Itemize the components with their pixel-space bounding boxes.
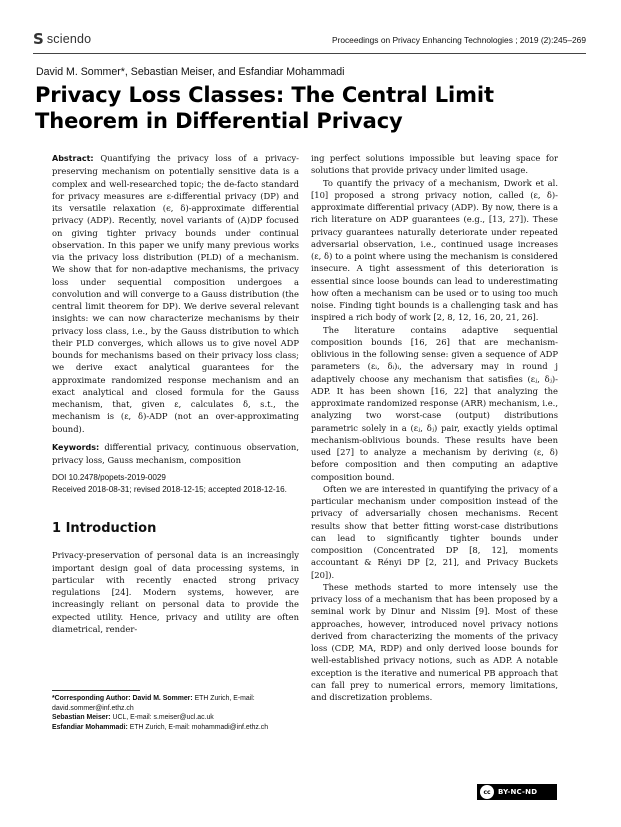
right-column	[311, 152, 558, 703]
intro-paragraph: The literature contains adaptive sequential composition bounds [16, 26] that are mechanism-oblivious in the following sense: given a sequence of ADP parameters (εᵢ, δᵢ)ᵢ, the adversary may in round j adaptively choose any mechanism that satisfies (εⱼ, δⱼ)-ADP. It has been shown [16, 22] that analyzing the approximate randomized response (ARR) mechanism, i.e., analyzing two worst-case (output) distributions parametric solely in a (εⱼ, δⱼ) pair, exactly yields optimal mechanism-oblivious bounds. These results have been used [27] to analyze a mechanism by deriving (ε, δ) before composition and then computing an adaptive composition bound.	[311, 324, 558, 482]
received-dates: Received 2018-08-31; revised 2018-12-15; accepted 2018-12-16.	[52, 484, 287, 494]
abstract-text: Quantifying the privacy loss of a privacy-preserving mechanism on potentially sensitive data is a complex and well-researched topic; the de-facto standard for privacy measures are ε-differential privacy (DP) and its versatile relaxation (ϵ, δ)-approximate differential privacy (ADP). Recently, novel variants of (A)DP focused on giving tighter privacy bounds under continual observation. In this paper we unify many previous works via the privacy loss distribution (PLD) of a mechanism. We show that for non-adaptive mechanisms, the privacy loss under sequential composition undergoes a convolution and will converge to a Gauss distribution (the central limit theorem for DP). We derive several relevant insights: we can now characterize mechanisms by their privacy loss class, i.e., by the Gauss distribution to which their PLD converges, which allows us to give novel ADP bounds for mechanisms based on their privacy loss class; we derive exact analytical guarantees for the approximate randomized response mechanism and an exact analytical and closed formula for the Gauss mechanism, that, given ε, calculates δ, s.t., the mechanism is (ε, δ)-ADP (not an over-approximating bound).	[52, 153, 299, 434]
keywords	[52, 441, 299, 467]
section-heading-introduction: 1 Introduction	[52, 521, 157, 537]
abstract	[52, 152, 299, 435]
footnote-author-3: Esfandiar Mohammadi: ETH Zurich, E-mail: mohammadi@inf.ethz.ch	[52, 723, 269, 731]
publisher-name: sciendo	[46, 32, 92, 46]
intro-paragraph: Often we are interested in quantifying the privacy of a particular mechanism under composition instead of the privacy of adversarially chosen mechanisms. Recent results show that better fitting worst-case distributions can lead to significantly tighter bounds under composition (Concentrated DP [8, 12], moments accountant & Rényi DP [2, 21], and Privacy Buckets [20]).	[311, 483, 558, 580]
intro-paragraph: These methods started to more intensely use the privacy loss of a mechanism that has been proposed by a seminal work by Dinur and Nissim [9]. Most of these approaches, however, introduced novel privacy notions derived from characterizing the moments of the privacy loss (CDP, MA, RDP) and only derived loose bounds for well-established privacy notions, such as ADP. A notable exception is the iterative and numerical PB approach that can fall prey to numerical errors, memory limitations, and discretization problems.	[311, 581, 558, 702]
intro-paragraph-continued: ing perfect solutions impossible but leaving space for solutions that provide privacy under limited usage.	[311, 153, 558, 176]
header-rule	[33, 53, 586, 54]
footnote-rule	[52, 690, 140, 691]
author-footnotes	[52, 694, 299, 732]
keywords-label: Keywords:	[52, 442, 100, 452]
footnote-corresponding: *Corresponding Author: David M. Sommer: ETH Zurich, E-mail: david.sommer@inf.ethz.ch	[52, 695, 255, 712]
doi: DOI 10.2478/popets-2019-0029	[52, 473, 166, 483]
license-label: BY-NC-ND	[498, 788, 538, 796]
footnote-author-2: Sebastian Meiser: UCL, E-mail: s.meiser@ucl.ac.uk	[52, 714, 214, 722]
sciendo-s-icon: S	[33, 30, 44, 48]
publisher-logo	[33, 32, 91, 46]
abstract-label: Abstract:	[52, 154, 94, 163]
paper-title: Privacy Loss Classes: The Central Limit Theorem in Differential Privacy	[35, 83, 494, 133]
cc-license-badge	[477, 784, 557, 800]
intro-paragraph: To quantify the privacy of a mechanism, Dwork et al. [10] proposed a strong privacy notion, called (ε, δ)-approximate differential privacy (ADP). By now, there is a rich literature on ADP guarantees (e.g., [13, 27]). These privacy guarantees naturally deteriorate under repeated adversarial observation, i.e., continued usage increases (ε, δ) to a point where using the mechanism is considered insecure. A tight assessment of this deterioration is essential since loose bounds can lead to underestimating how often a mechanism can be used or to using too much noise. Finding tight bounds is a challenging task and has inspired a rich body of work [2, 8, 12, 16, 20, 21, 26].	[311, 177, 558, 323]
left-column	[52, 152, 299, 635]
keywords-text: differential privacy, continuous observation, privacy loss, Gauss mechanism, composition	[52, 441, 299, 465]
creative-commons-icon: cc	[480, 785, 494, 799]
author-list: David M. Sommer*, Sebastian Meiser, and Esfandiar Mohammadi	[36, 66, 345, 78]
journal-reference: Proceedings on Privacy Enhancing Technologies ; 2019 (2):245–269	[331, 35, 586, 45]
intro-paragraph: Privacy-preservation of personal data is an increasingly important design goal of data processing systems, in particular with recently enacted strong privacy regulations [24]. Modern systems, however, are increasingly reliant on personal data to provide the expected utility. Hence, privacy and utility are often diametrical, render-	[52, 550, 299, 634]
page-header	[33, 32, 586, 50]
